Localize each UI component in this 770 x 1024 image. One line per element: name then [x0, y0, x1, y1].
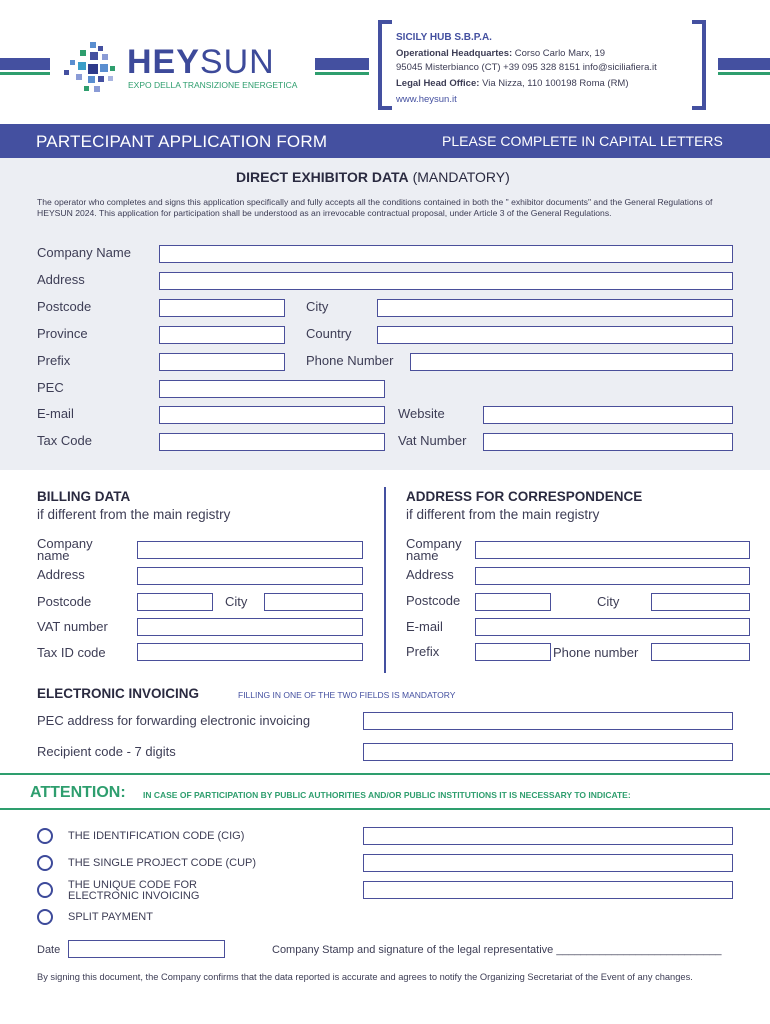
logo-text-light: SUN	[199, 43, 275, 81]
corr-label-address: Address	[406, 567, 454, 582]
column-divider	[384, 487, 386, 673]
billing-postcode-field[interactable]	[137, 593, 213, 611]
billing-label-vat: VAT number	[37, 619, 108, 634]
label-invoicing-pec: PEC address for forwarding electronic invoicing	[37, 713, 311, 728]
radio-split-payment[interactable]	[37, 909, 53, 925]
email-field[interactable]	[159, 406, 385, 424]
corr-company-name-field[interactable]	[475, 541, 750, 559]
corr-label-postcode: Postcode	[406, 593, 461, 608]
cup-field[interactable]	[363, 854, 733, 872]
label-city: City	[306, 299, 329, 314]
label-date: Date	[37, 944, 61, 956]
address-field[interactable]	[159, 272, 733, 290]
radio-unique-code[interactable]	[37, 882, 53, 898]
label-split-payment: SPLIT PAYMENT	[68, 911, 153, 923]
cig-field[interactable]	[363, 827, 733, 845]
billing-heading: BILLING DATA	[37, 489, 131, 504]
label-website: Website	[398, 406, 445, 421]
billing-label-postcode: Postcode	[37, 594, 92, 609]
label-email: E-mail	[37, 406, 74, 421]
label-postcode: Postcode	[37, 299, 92, 314]
capital-letters-note: PLEASE COMPLETE IN CAPITAL LETTERS	[442, 133, 723, 149]
legal-head-office	[396, 78, 629, 89]
corr-label-city: City	[597, 594, 620, 609]
website-link[interactable]: www.heysun.it	[396, 94, 457, 105]
pec-field[interactable]	[159, 380, 385, 398]
label-address: Address	[37, 272, 85, 287]
company-name: SICILY HUB S.B.P.A.	[396, 32, 492, 43]
billing-address-field[interactable]	[137, 567, 363, 585]
recipient-code-field[interactable]	[363, 743, 733, 761]
vat-number-field[interactable]	[483, 433, 733, 451]
label-pec: PEC	[37, 380, 64, 395]
header-stripe-right-green	[718, 72, 770, 75]
radio-cig[interactable]	[37, 828, 53, 844]
radio-cup[interactable]	[37, 855, 53, 871]
billing-vat-field[interactable]	[137, 618, 363, 636]
postcode-field[interactable]	[159, 299, 285, 317]
operational-hq-value: Corso Carlo Marx, 19	[514, 48, 606, 59]
phone-number-field[interactable]	[410, 353, 733, 371]
company-name-field[interactable]	[159, 245, 733, 263]
label-company-name: Company Name	[37, 245, 131, 260]
corr-label-phone: Phone number	[553, 645, 639, 660]
operational-hq-label: Operational Headquartes:	[396, 48, 513, 59]
header-stripe-right	[718, 58, 770, 70]
disclaimer: By signing this document, the Company confirms that the data reported is accurate and agrees to notify the Organizing Secretariat of the Event of any changes.	[37, 972, 693, 982]
corr-label-company-name: Company name	[406, 536, 462, 563]
label-vat-number: Vat Number	[398, 433, 467, 448]
billing-tax-id-field[interactable]	[137, 643, 363, 661]
billing-label-address: Address	[37, 567, 85, 582]
billing-label-company-name: Company name	[37, 536, 93, 563]
unique-code-field[interactable]	[363, 881, 733, 899]
prefix-field[interactable]	[159, 353, 285, 371]
label-phone-number: Phone Number	[306, 353, 394, 368]
date-field[interactable]	[68, 940, 225, 958]
bracket-left	[378, 20, 392, 110]
province-field[interactable]	[159, 326, 285, 344]
invoicing-note: FILLING IN ONE OF THE TWO FIELDS IS MANDATORY	[238, 690, 456, 700]
label-cup: THE SINGLE PROJECT CODE (CUP)	[68, 857, 257, 869]
legal-head-office-label: Legal Head Office:	[396, 78, 480, 89]
label-unique-code: THE UNIQUE CODE FOR ELECTRONIC INVOICING	[68, 879, 200, 902]
corr-prefix-field[interactable]	[475, 643, 551, 661]
billing-city-field[interactable]	[264, 593, 363, 611]
website-field[interactable]	[483, 406, 733, 424]
corr-city-field[interactable]	[651, 593, 750, 611]
label-province: Province	[37, 326, 88, 341]
corr-postcode-field[interactable]	[475, 593, 551, 611]
invoicing-heading: ELECTRONIC INVOICING	[37, 686, 200, 701]
header-stripe-left	[0, 58, 50, 70]
logo-subtitle: EXPO DELLA TRANSIZIONE ENERGETICA	[128, 80, 298, 90]
invoicing-pec-field[interactable]	[363, 712, 733, 730]
form-title: PARTECIPANT APPLICATION FORM	[36, 132, 328, 151]
exhibitor-heading-light: (MANDATORY)	[412, 169, 510, 185]
corr-address-field[interactable]	[475, 567, 750, 585]
exhibitor-intro: The operator who completes and signs this application specifically and fully accepts all the conditions contained in both the " exhibitor documents" and the General Regulations of HEYSUN 2024. This application for participation shall be understood as an irrevocable contractual proposal, under Article 3 of the General Regulations.	[37, 197, 713, 218]
exhibitor-heading	[236, 169, 510, 185]
label-recipient-code: Recipient code - 7 digits	[37, 744, 176, 759]
title-bar	[0, 124, 770, 158]
corr-label-email: E-mail	[406, 619, 443, 634]
tax-code-field[interactable]	[159, 433, 385, 451]
operational-hq	[396, 48, 605, 59]
attention-note: IN CASE OF PARTICIPATION BY PUBLIC AUTHORITIES AND/OR PUBLIC INSTITUTIONS IT IS NECESSARY TO INDICATE:	[143, 790, 631, 800]
label-cig: THE IDENTIFICATION CODE (CIG)	[68, 830, 245, 842]
corr-label-prefix: Prefix	[406, 644, 440, 659]
correspondence-heading: ADDRESS FOR CORRESPONDENCE	[406, 489, 643, 504]
logo-wordmark	[127, 44, 275, 80]
country-field[interactable]	[377, 326, 733, 344]
header-stripe-middle	[315, 58, 369, 70]
attention-heading: ATTENTION:	[30, 784, 126, 801]
correspondence-subheading: if different from the main registry	[406, 507, 600, 522]
logo-text-bold: HEY	[127, 43, 200, 81]
corr-phone-field[interactable]	[651, 643, 750, 661]
stamp-signature-line[interactable]: Company Stamp and signature of the legal representative ___________________________	[272, 944, 722, 956]
header-stripe-left-green	[0, 72, 50, 75]
billing-subheading: if different from the main registry	[37, 507, 231, 522]
corr-email-field[interactable]	[475, 618, 750, 636]
attention-line-bottom	[0, 808, 770, 810]
bracket-right	[692, 20, 706, 110]
heysun-logo-icon	[62, 40, 124, 96]
label-prefix: Prefix	[37, 353, 71, 368]
label-country: Country	[306, 326, 352, 341]
label-tax-code: Tax Code	[37, 433, 92, 448]
exhibitor-heading-bold: DIRECT EXHIBITOR DATA	[236, 169, 409, 185]
attention-line-top	[0, 773, 770, 775]
operational-hq-line2: 95045 Misterbianco (CT) +39 095 328 8151 info@siciliafiera.it	[396, 62, 657, 73]
legal-head-office-value: Via Nizza, 110 100198 Roma (RM)	[482, 78, 629, 89]
billing-label-city: City	[225, 594, 248, 609]
city-field[interactable]	[377, 299, 733, 317]
billing-label-tax-id: Tax ID code	[37, 645, 106, 660]
header-stripe-middle-green	[315, 72, 369, 75]
billing-company-name-field[interactable]	[137, 541, 363, 559]
